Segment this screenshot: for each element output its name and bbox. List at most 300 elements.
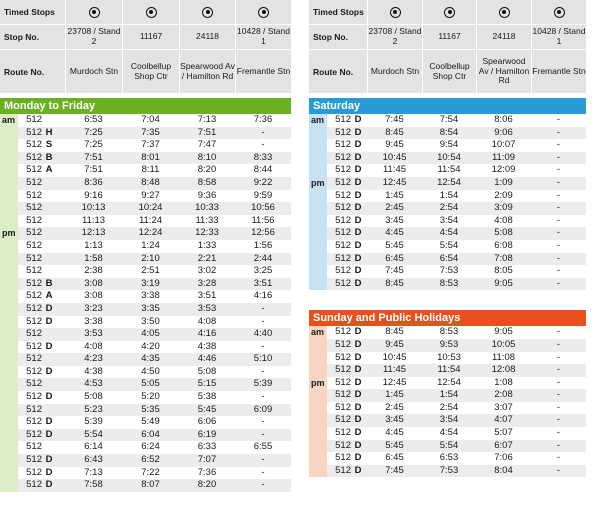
route-cell (327, 227, 367, 240)
route-number: 512 (26, 315, 42, 327)
stop-icon-cell (367, 0, 422, 24)
ampm-marker (0, 378, 18, 391)
section-title: Saturday (309, 98, 586, 114)
ampm-marker (309, 452, 327, 465)
table-row (309, 227, 586, 240)
departure-time: 11:08 (476, 352, 531, 365)
route-no-row (309, 50, 586, 93)
route-variant: D (45, 315, 53, 327)
route-variant (42, 265, 56, 278)
route-variant: D (354, 376, 362, 388)
section-title: Sunday and Public Holidays (309, 310, 586, 326)
ampm-marker (0, 441, 18, 454)
route-cell (327, 452, 367, 465)
departure-time: 6:55 (235, 441, 291, 454)
table-row (0, 240, 291, 253)
route-variant (42, 215, 56, 228)
departure-time: 9:22 (235, 177, 291, 190)
stop-name: Spearwood Av / Hamilton Rd (476, 50, 531, 93)
departure-time: 10:05 (476, 339, 531, 352)
stop-number: 24118 (179, 25, 235, 49)
route-variant: D (354, 252, 362, 264)
departure-time: - (235, 454, 291, 467)
table-row (0, 353, 291, 366)
route-cell (18, 240, 65, 253)
route-variant (42, 353, 56, 366)
route-no-label: Route No. (313, 66, 354, 77)
route-variant: D (45, 302, 53, 314)
departure-time: 12:13 (65, 227, 122, 240)
departure-time: 3:23 (65, 303, 122, 316)
ampm-marker (0, 127, 18, 140)
departure-time: - (531, 190, 586, 203)
departure-time: 3:54 (422, 215, 476, 228)
route-cell (18, 114, 65, 127)
table-row (0, 341, 291, 354)
departure-time: 3:53 (179, 303, 235, 316)
stop-name: Coolbellup Shop Ctr (122, 50, 179, 93)
departure-time: 10:45 (367, 152, 422, 165)
table-row (0, 416, 291, 429)
ampm-marker (309, 414, 327, 427)
route-cell (327, 215, 367, 228)
table-row (309, 364, 586, 377)
ampm-marker (309, 389, 327, 402)
departure-time: 7:04 (122, 114, 179, 127)
route-variant: D (354, 227, 362, 239)
table-row (309, 114, 586, 127)
departure-time: 8:11 (122, 164, 179, 177)
route-cell (327, 265, 367, 278)
route-cell (18, 429, 65, 442)
route-cell (18, 454, 65, 467)
route-variant: D (354, 351, 362, 363)
departure-time: - (531, 427, 586, 440)
route-cell (327, 278, 367, 291)
table-row (0, 366, 291, 379)
route-variant: D (45, 428, 53, 440)
table-row (0, 202, 291, 215)
route-cell (327, 465, 367, 478)
departure-time: 6:07 (476, 440, 531, 453)
departure-time: - (531, 265, 586, 278)
route-number: 512 (26, 176, 42, 188)
route-variant: D (354, 452, 362, 464)
table-row (0, 253, 291, 266)
departure-time: 3:45 (367, 414, 422, 427)
departure-time: - (531, 452, 586, 465)
ampm-marker (0, 202, 18, 215)
departure-time: 5:39 (235, 378, 291, 391)
departure-time: 6:45 (367, 452, 422, 465)
departure-time: 11:54 (422, 364, 476, 377)
ampm-marker (0, 391, 18, 404)
route-number: 512 (335, 464, 351, 476)
timed-stops-row (309, 0, 586, 25)
route-cell (18, 467, 65, 480)
departure-time: 2:10 (122, 253, 179, 266)
departure-time: 7:45 (367, 114, 422, 127)
route-number: 512 (26, 479, 42, 491)
stop-icon-cell (235, 0, 291, 24)
departure-time: 1:24 (122, 240, 179, 253)
route-cell (18, 139, 65, 152)
route-variant: D (354, 277, 362, 289)
ampm-marker (309, 253, 327, 266)
route-number: 512 (26, 277, 42, 289)
route-variant: D (354, 414, 362, 426)
departure-time: 2:21 (179, 253, 235, 266)
bus-stop-icon (390, 7, 401, 18)
departure-time: 4:50 (122, 366, 179, 379)
route-cell (18, 278, 65, 291)
departure-time: 12:45 (367, 377, 422, 390)
departure-time: 7:06 (476, 452, 531, 465)
route-cell (18, 202, 65, 215)
departure-time: 11:24 (122, 215, 179, 228)
route-variant: D (45, 466, 53, 478)
route-cell (18, 253, 65, 266)
ampm-marker: am (0, 114, 18, 127)
route-variant: D (45, 454, 53, 466)
route-cell (18, 378, 65, 391)
route-variant (42, 240, 56, 253)
departure-time: 8:10 (179, 152, 235, 165)
route-cell (327, 152, 367, 165)
departure-time: 12:54 (422, 377, 476, 390)
route-number: 512 (335, 214, 351, 226)
departure-time: 3:19 (122, 278, 179, 291)
route-cell (327, 114, 367, 127)
table-row (309, 240, 586, 253)
route-variant: D (45, 416, 53, 428)
departure-time: 8:33 (235, 152, 291, 165)
route-number: 512 (26, 239, 42, 251)
departure-time: 4:45 (367, 427, 422, 440)
departure-time: 5:45 (179, 404, 235, 417)
route-variant: D (354, 176, 362, 188)
bus-stop-icon (202, 7, 213, 18)
route-number: 512 (26, 353, 42, 365)
departure-time: 11:33 (179, 215, 235, 228)
route-number: 512 (26, 214, 42, 226)
ampm-marker (309, 240, 327, 253)
departure-time: 2:38 (65, 265, 122, 278)
departure-time: 3:25 (235, 265, 291, 278)
ampm-marker: pm (309, 177, 327, 190)
departure-time: 8:20 (179, 164, 235, 177)
departure-time: 9:54 (422, 139, 476, 152)
departure-time: 4:08 (179, 316, 235, 329)
table-row (309, 139, 586, 152)
route-variant: A (45, 164, 53, 176)
departure-time: 3:50 (122, 316, 179, 329)
table-row (309, 265, 586, 278)
route-number: 512 (335, 239, 351, 251)
table-row (0, 114, 291, 127)
departure-time: - (235, 479, 291, 492)
departure-time: 12:54 (422, 177, 476, 190)
route-cell (327, 364, 367, 377)
departure-time: 3:51 (235, 278, 291, 291)
ampm-marker (309, 339, 327, 352)
departure-time: 7:47 (179, 139, 235, 152)
ampm-marker (0, 416, 18, 429)
departure-time: 4:08 (476, 215, 531, 228)
ampm-marker (309, 190, 327, 203)
route-cell (327, 164, 367, 177)
route-variant: D (354, 189, 362, 201)
departure-time: 10:53 (422, 352, 476, 365)
departure-time: 8:53 (422, 278, 476, 291)
route-cell (18, 152, 65, 165)
departure-time: 7:45 (367, 265, 422, 278)
bus-stop-icon (444, 7, 455, 18)
departure-time: 4:38 (65, 366, 122, 379)
route-variant: D (354, 326, 362, 338)
table-row (309, 352, 586, 365)
ampm-marker (0, 404, 18, 417)
ampm-marker (309, 402, 327, 415)
departure-time: 8:05 (476, 265, 531, 278)
departure-time: 10:33 (179, 202, 235, 215)
table-row (0, 441, 291, 454)
departure-time: 5:45 (367, 240, 422, 253)
departure-time: - (235, 416, 291, 429)
route-number: 512 (335, 389, 351, 401)
table-row (0, 467, 291, 480)
ampm-marker (0, 303, 18, 316)
table-row (0, 190, 291, 203)
table-row (0, 152, 291, 165)
stop-icon-cell (179, 0, 235, 24)
departure-time: 7:54 (422, 114, 476, 127)
table-row (0, 429, 291, 442)
timetable-rows (309, 326, 586, 477)
table-row (0, 328, 291, 341)
departure-time: 4:05 (122, 328, 179, 341)
departure-time: - (531, 139, 586, 152)
route-number: 512 (335, 351, 351, 363)
ampm-marker: pm (0, 227, 18, 240)
route-number: 512 (26, 391, 42, 403)
route-number: 512 (26, 454, 42, 466)
departure-time: - (531, 164, 586, 177)
departure-time: 7:53 (422, 265, 476, 278)
departure-time: 8:44 (235, 164, 291, 177)
ampm-marker (0, 278, 18, 291)
route-number: 512 (26, 227, 42, 239)
route-cell (327, 389, 367, 402)
route-cell (18, 341, 65, 354)
table-row (0, 303, 291, 316)
departure-time: 8:04 (476, 465, 531, 478)
route-cell (18, 441, 65, 454)
route-variant: D (354, 214, 362, 226)
route-number: 512 (26, 365, 42, 377)
departure-time: 3:35 (122, 303, 179, 316)
ampm-marker (0, 366, 18, 379)
departure-time: 5:38 (179, 391, 235, 404)
departure-time: - (531, 152, 586, 165)
departure-time: 3:28 (179, 278, 235, 291)
route-number: 512 (26, 441, 42, 453)
route-number: 512 (26, 328, 42, 340)
route-variant (42, 253, 56, 266)
route-cell (327, 440, 367, 453)
route-cell (327, 177, 367, 190)
route-cell (18, 353, 65, 366)
section-title: Monday to Friday (0, 98, 291, 114)
departure-time: 8:48 (122, 177, 179, 190)
departure-time: 7:36 (179, 467, 235, 480)
departure-time: 1:54 (422, 389, 476, 402)
timetable-header (309, 0, 586, 93)
departure-time: 4:16 (235, 290, 291, 303)
departure-time: 7:08 (476, 253, 531, 266)
departure-time: 1:58 (65, 253, 122, 266)
departure-time: 1:56 (235, 240, 291, 253)
route-cell (327, 326, 367, 339)
ampm-marker (0, 454, 18, 467)
weekday-timetable-panel (0, 0, 291, 492)
departure-time: 12:45 (367, 177, 422, 190)
route-number: 512 (335, 202, 351, 214)
timetable-section (309, 310, 586, 477)
ampm-marker (309, 139, 327, 152)
table-row (0, 479, 291, 492)
departure-time: 5:15 (179, 378, 235, 391)
departure-time: 11:54 (422, 164, 476, 177)
table-row (309, 253, 586, 266)
departure-time: - (235, 303, 291, 316)
departure-time: 4:38 (179, 341, 235, 354)
stop-name: Spearwood Av / Hamilton Rd (179, 50, 235, 93)
table-row (0, 164, 291, 177)
ampm-marker (0, 240, 18, 253)
departure-time: 10:13 (65, 202, 122, 215)
departure-time: 6:14 (65, 441, 122, 454)
route-variant (42, 227, 56, 240)
route-cell (18, 479, 65, 492)
departure-time: 1:33 (179, 240, 235, 253)
route-variant: D (354, 139, 362, 151)
route-number: 512 (26, 428, 42, 440)
timed-stops-row (0, 0, 291, 25)
departure-time: 4:54 (422, 427, 476, 440)
departure-time: 10:24 (122, 202, 179, 215)
departure-time: 4:07 (476, 414, 531, 427)
route-variant: D (354, 164, 362, 176)
departure-time: 12:33 (179, 227, 235, 240)
timetable-header (0, 0, 291, 93)
departure-time: 5:49 (122, 416, 179, 429)
route-number: 512 (335, 376, 351, 388)
route-cell (327, 427, 367, 440)
departure-time: 4:20 (122, 341, 179, 354)
ampm-marker (0, 152, 18, 165)
ampm-marker (0, 341, 18, 354)
departure-time: 6:08 (476, 240, 531, 253)
departure-time: 7:25 (65, 139, 122, 152)
route-cell (18, 290, 65, 303)
table-row (0, 127, 291, 140)
departure-time: 2:45 (367, 202, 422, 215)
route-number: 512 (335, 227, 351, 239)
route-number: 512 (26, 202, 42, 214)
route-variant: D (354, 151, 362, 163)
ampm-marker (309, 215, 327, 228)
route-variant: D (354, 114, 362, 125)
route-variant: D (354, 202, 362, 214)
departure-time: 3:53 (65, 328, 122, 341)
bus-stop-icon (146, 7, 157, 18)
route-variant: D (45, 365, 53, 377)
table-row (0, 215, 291, 228)
route-no-label: Route No. (4, 66, 45, 77)
departure-time: 1:45 (367, 190, 422, 203)
route-cell (18, 265, 65, 278)
stop-number: 10428 / Stand 1 (235, 25, 291, 49)
stop-number: 23708 / Stand 2 (367, 25, 422, 49)
departure-time: - (531, 240, 586, 253)
departure-time: 11:45 (367, 364, 422, 377)
departure-time: 12:24 (122, 227, 179, 240)
ampm-marker (309, 364, 327, 377)
route-cell (327, 377, 367, 390)
departure-time: - (531, 364, 586, 377)
departure-time: 4:46 (179, 353, 235, 366)
stop-icon-cell (122, 0, 179, 24)
table-row (309, 202, 586, 215)
departure-time: 1:45 (367, 389, 422, 402)
timetable-rows (0, 114, 291, 492)
table-row (309, 164, 586, 177)
departure-time: 10:56 (235, 202, 291, 215)
departure-time: 11:45 (367, 164, 422, 177)
departure-time: 3:08 (65, 278, 122, 291)
route-variant: H (45, 126, 53, 138)
stop-number: 11167 (122, 25, 179, 49)
route-number: 512 (26, 265, 42, 277)
departure-time: 11:13 (65, 215, 122, 228)
departure-time: 6:04 (122, 429, 179, 442)
route-cell (327, 240, 367, 253)
ampm-marker (309, 227, 327, 240)
departure-time: 7:13 (179, 114, 235, 127)
stop-name: Murdoch Stn (65, 50, 122, 93)
table-row (0, 404, 291, 417)
stop-number: 24118 (476, 25, 531, 49)
table-row (309, 377, 586, 390)
route-cell (18, 127, 65, 140)
departure-time: 12:08 (476, 364, 531, 377)
route-variant: D (354, 427, 362, 439)
ampm-marker (309, 465, 327, 478)
route-number: 512 (26, 151, 42, 163)
route-variant: D (354, 338, 362, 350)
departure-time: 9:27 (122, 190, 179, 203)
route-number: 512 (335, 364, 351, 376)
departure-time: 6:53 (65, 114, 122, 127)
route-cell (327, 202, 367, 215)
timetable-rows (309, 114, 586, 290)
route-variant: B (45, 151, 53, 163)
route-number: 512 (335, 452, 351, 464)
route-cell (327, 402, 367, 415)
stop-no-label: Stop No. (4, 32, 39, 42)
table-row (309, 190, 586, 203)
